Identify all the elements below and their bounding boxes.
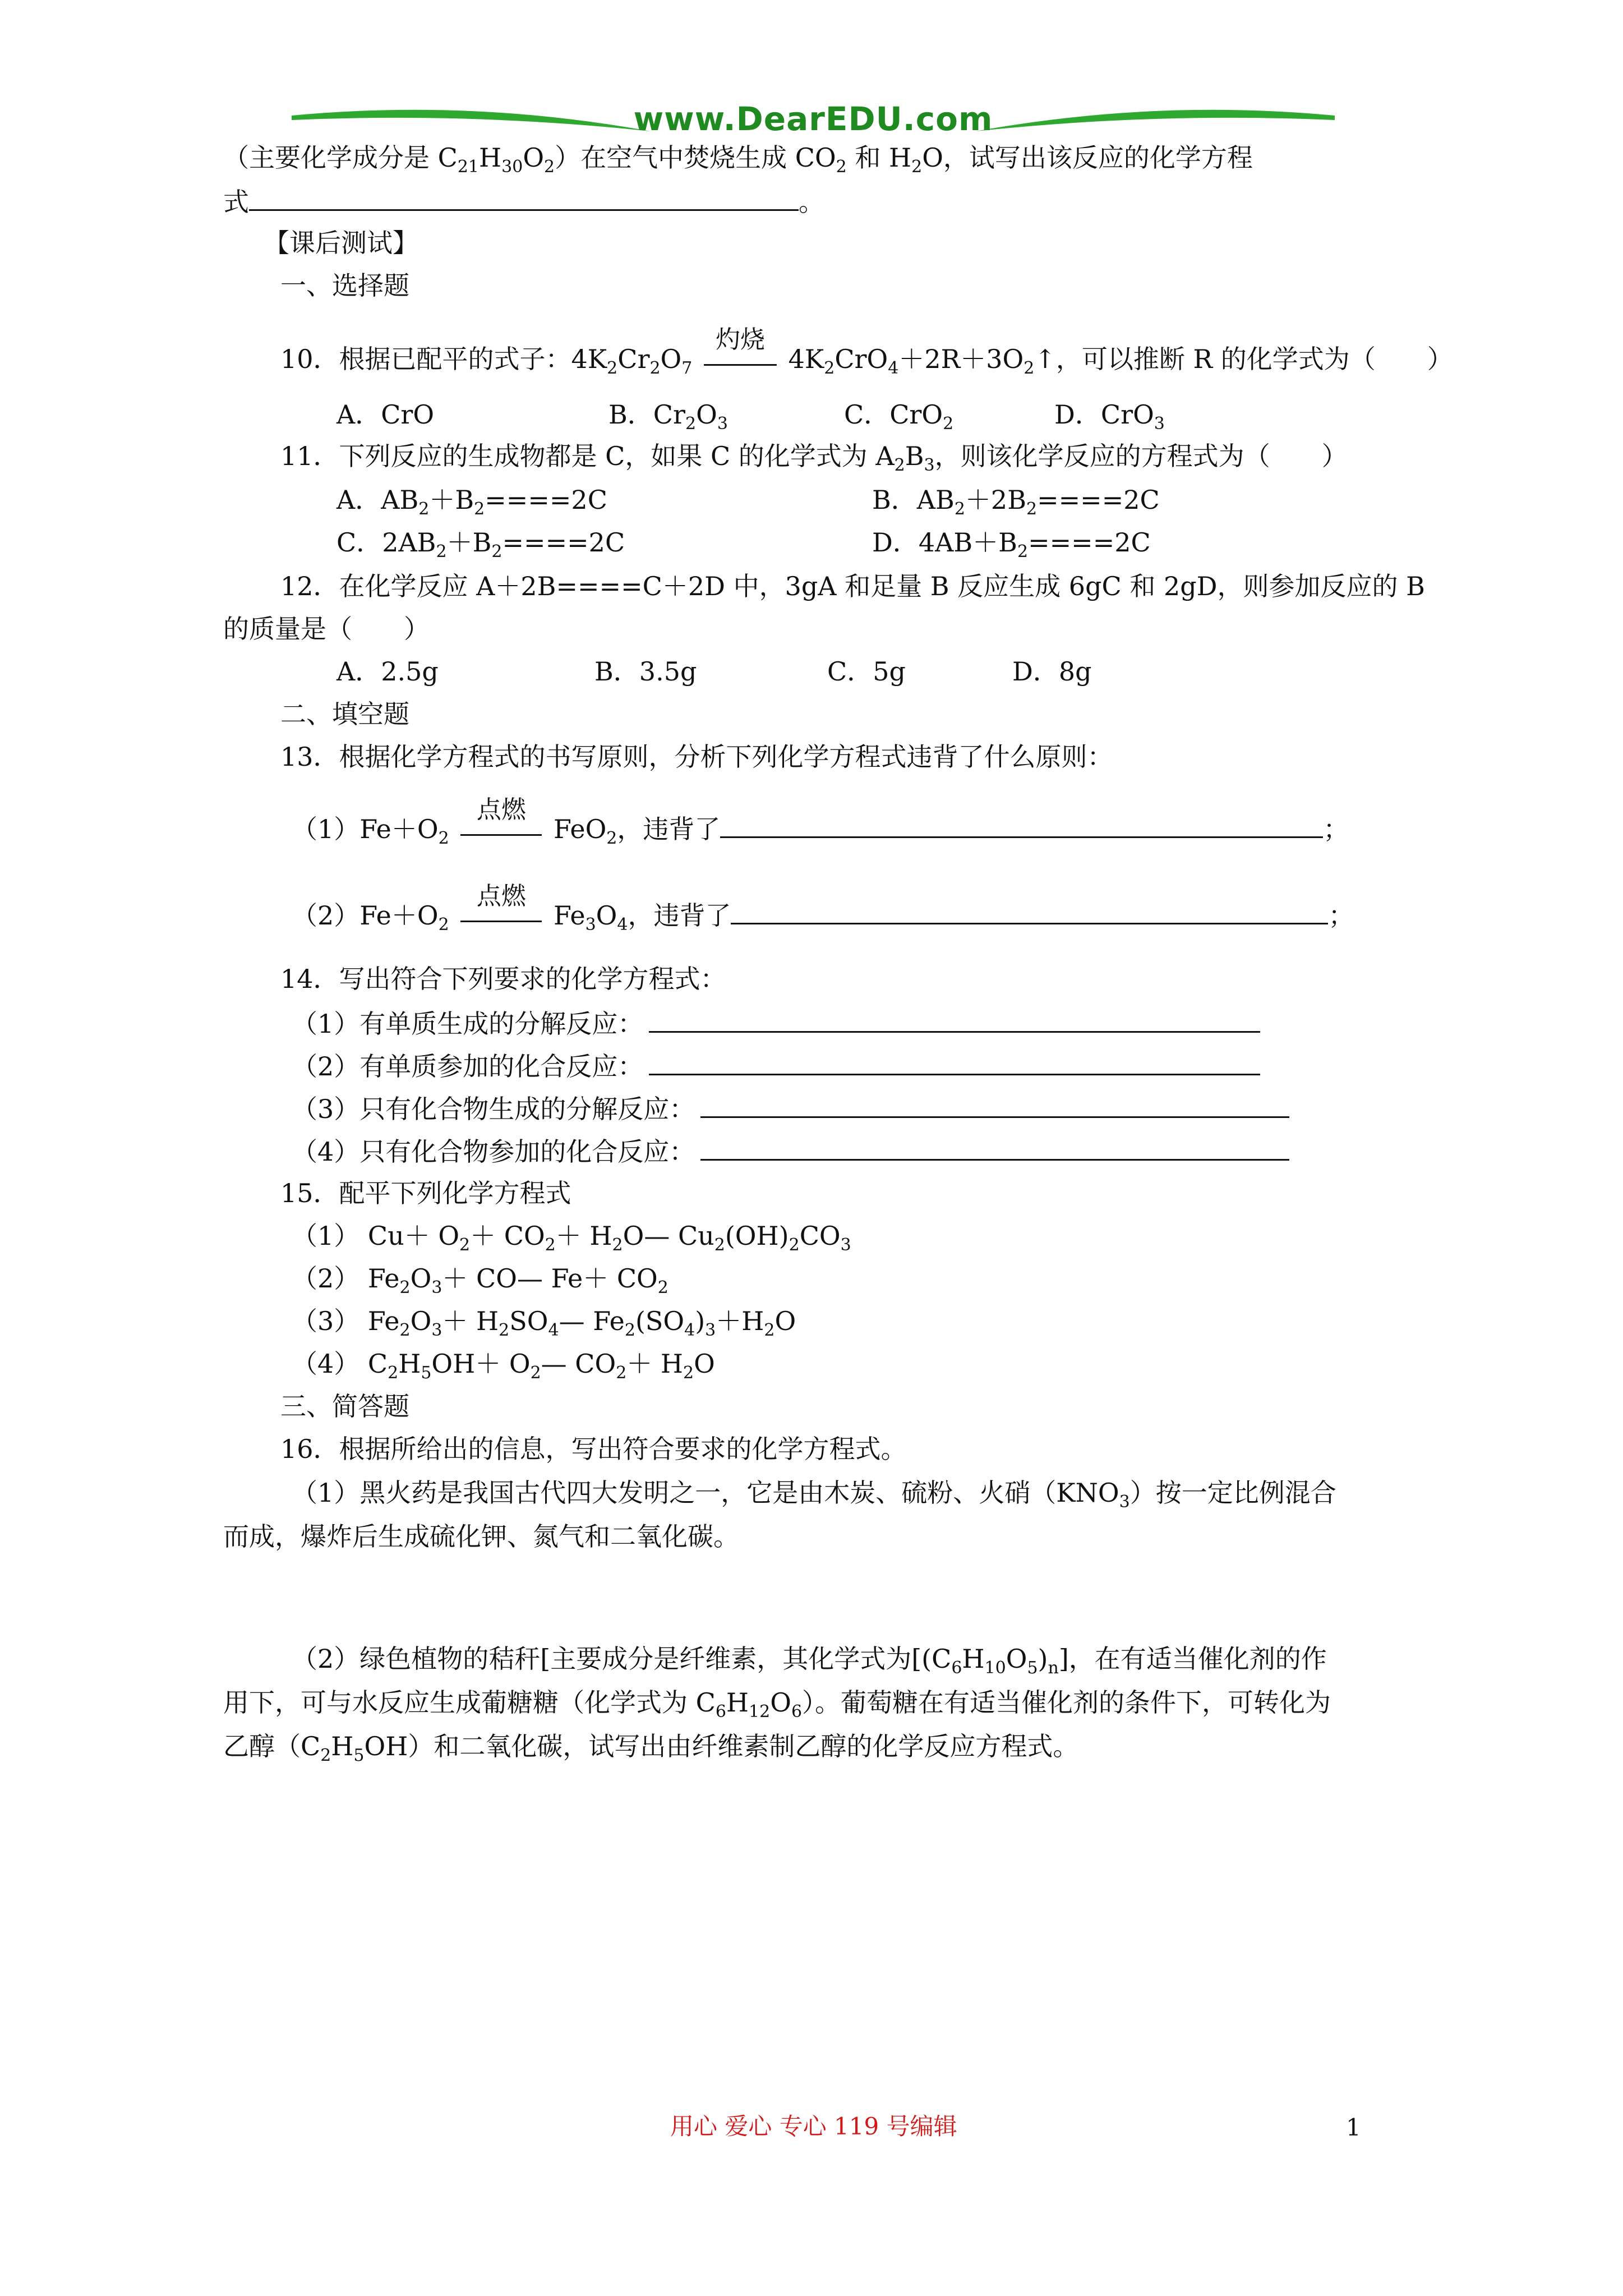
text: ；: [1328, 900, 1354, 931]
q15-equation-3: [292, 1308, 796, 1339]
subscript: 6: [951, 1658, 962, 1678]
subscript: 2: [649, 358, 661, 378]
text: 用下，可与水反应生成葡糖糖（化学式为 C: [223, 1687, 716, 1718]
text: B: [905, 441, 924, 471]
subscript: 2: [530, 1363, 541, 1383]
condition-label: 点燃: [476, 882, 526, 910]
subscript: 2: [459, 1235, 471, 1255]
subscript: 2: [418, 499, 430, 519]
q12-option-d[interactable]: D．8g: [1012, 656, 1092, 687]
text: — CO: [541, 1349, 616, 1379]
subscript: 3: [1119, 1492, 1130, 1512]
text: ＋ H: [555, 1221, 612, 1251]
subscript: 4: [548, 1320, 559, 1340]
q16-part-2-line-1: [292, 1646, 1327, 1677]
subscript: 2: [685, 414, 697, 434]
subscript: 5: [1027, 1658, 1038, 1678]
question-15: 15．配平下列化学方程式: [280, 1178, 571, 1208]
text: O: [1006, 1644, 1027, 1674]
subscript: 2: [954, 499, 965, 519]
text: ====2C: [1028, 527, 1151, 558]
q12-option-c[interactable]: C．5g: [827, 656, 906, 687]
q10-option-d[interactable]: [1054, 399, 1165, 434]
text: ＋H: [716, 1306, 764, 1336]
subscript: 2: [438, 915, 449, 935]
subscript: 12: [749, 1702, 771, 1722]
section-heading-fill: 二、填空题: [280, 699, 409, 729]
text: （1）黑火药是我国古代四大发明之一，它是由木炭、硫粉、火硝（KNO: [292, 1478, 1119, 1508]
subscript: 2: [607, 358, 618, 378]
q15-equation-4: [292, 1351, 715, 1382]
subscript: 6: [791, 1702, 803, 1722]
text: A．CrO: [336, 399, 435, 430]
text: ====2C: [502, 527, 625, 558]
text: C．2AB: [336, 527, 436, 558]
question-16: 16．根据所给出的信息，写出符合要求的化学方程式。: [280, 1434, 907, 1464]
text: ): [695, 1306, 706, 1336]
text: 4K: [780, 344, 824, 374]
text: O: [770, 1687, 791, 1718]
text: ）。葡萄糖在有适当催化剂的条件下，可转化为: [802, 1687, 1331, 1718]
text: C．CrO: [844, 399, 943, 430]
q14-item-1: [292, 1010, 1260, 1037]
text: O: [694, 1349, 715, 1379]
text: O: [774, 1306, 796, 1336]
q12-option-a[interactable]: A．2.5g: [336, 656, 439, 687]
subscript: 2: [657, 1278, 668, 1297]
subscript: 2: [943, 414, 954, 434]
q15-equation-1: [292, 1223, 851, 1254]
text: O: [523, 142, 545, 173]
subscript: 5: [421, 1363, 432, 1383]
text: （2）有单质参加的化合反应：: [292, 1051, 644, 1082]
text: （1）Fe＋O: [292, 814, 439, 844]
q11-option-b[interactable]: [872, 487, 1160, 518]
text: CrO: [834, 344, 888, 374]
subscript: 2: [474, 499, 485, 519]
q11-option-c[interactable]: [336, 527, 625, 562]
subscript: 21: [457, 157, 479, 177]
text: 10．根据已配平的式子：4K: [280, 344, 607, 374]
subscript: 2: [606, 829, 617, 848]
subscript: 3: [1154, 414, 1165, 434]
q14-item-4: [292, 1138, 1289, 1165]
text: ↑，可以推断 R 的化学式为（ ）: [1034, 344, 1453, 374]
text: H: [331, 1731, 354, 1761]
text: (OH): [725, 1221, 789, 1251]
subscript: 3: [717, 414, 728, 434]
site-logo: [292, 100, 1335, 144]
text: D．CrO: [1054, 399, 1154, 430]
text: ，违背了: [628, 900, 731, 931]
text: （1） Cu＋ O: [292, 1221, 460, 1251]
question-14: 14．写出符合下列要求的化学方程式：: [280, 964, 726, 994]
text: ）按一定比例混合: [1129, 1478, 1336, 1508]
text: （2）Fe＋O: [292, 900, 439, 931]
answer-blank[interactable]: [720, 815, 1323, 838]
text: O: [596, 900, 617, 931]
text: OH）和二氧化碳，试写出由纤维素制乙醇的化学反应方程式。: [364, 1731, 1079, 1761]
text: H: [962, 1644, 985, 1674]
q15-equation-2: [292, 1263, 668, 1297]
text: O— Cu: [623, 1221, 714, 1251]
subscript: 2: [616, 1363, 627, 1383]
subscript: 2: [1017, 542, 1029, 562]
subscript: 2: [1026, 499, 1038, 519]
text: A．AB: [336, 485, 419, 515]
answer-blank[interactable]: [700, 1138, 1289, 1161]
page-number: 1: [1346, 2114, 1361, 2141]
subscript: 6: [715, 1702, 726, 1722]
text: ）在空气中焚烧生成 CO: [555, 142, 836, 173]
q12-option-b[interactable]: B．3.5g: [594, 656, 697, 687]
text: O: [410, 1263, 432, 1294]
question-10: [280, 325, 1453, 378]
subscript: 2: [499, 1320, 510, 1340]
condition-bar: [704, 364, 777, 366]
text: （2）绿色植物的秸秆[主要成分是纤维素，其化学式为[(C: [292, 1644, 952, 1674]
question-13: 13．根据化学方程式的书写原则，分析下列化学方程式违背了什么原则：: [280, 742, 1113, 772]
q16-part-1-line-1: [292, 1480, 1336, 1511]
subscript: 4: [617, 915, 628, 935]
subscript: 2: [491, 542, 502, 562]
subscript: 30: [501, 157, 523, 177]
q10-option-a[interactable]: [336, 399, 435, 430]
subscript: n: [1048, 1658, 1059, 1678]
q16-part-2-line-3: [223, 1733, 1078, 1764]
subscript: 3: [840, 1235, 851, 1255]
subscript: 2: [399, 1278, 411, 1297]
q16-part-1-line-2: 而成，爆炸后生成硫化钾、氮气和二氧化碳。: [223, 1521, 739, 1552]
subscript: 2: [911, 157, 923, 177]
subscript: 2: [545, 1235, 556, 1255]
text: ；: [1323, 814, 1349, 844]
text: O: [696, 399, 717, 430]
text: （1）有单质生成的分解反应：: [292, 1009, 644, 1039]
text: O，试写出该反应的化学方程: [922, 142, 1253, 173]
question-12-line-1: 12．在化学反应 A＋2B====C＋2D 中，3gA 和足量 B 反应生成 6gC 和 2gD，则参加反应的 B: [280, 571, 1425, 601]
text: — Fe: [559, 1306, 625, 1336]
answer-blank[interactable]: [249, 188, 799, 211]
q16-part-2-line-2: [223, 1687, 1331, 1722]
text: 。: [799, 187, 824, 217]
section-heading-test: 【课后测试】: [264, 228, 418, 258]
subscript: 2: [683, 1363, 694, 1383]
text: B．AB: [872, 485, 955, 515]
section-heading-short-answer: 三、简答题: [280, 1391, 409, 1421]
subscript: 4: [684, 1320, 695, 1340]
footer-text: 用心 爱心 专心 119 号编辑: [670, 2113, 957, 2140]
text: （4） C: [292, 1349, 388, 1379]
answer-blank[interactable]: [649, 1052, 1260, 1075]
text: ＋2B: [965, 485, 1026, 515]
text: （2） Fe: [292, 1263, 400, 1294]
section-heading-choice: 一、选择题: [280, 270, 409, 301]
intro-line-1: [223, 142, 1253, 177]
text: B．Cr: [608, 399, 685, 430]
text: OH＋ O: [431, 1349, 531, 1379]
subscript: 2: [320, 1746, 331, 1765]
text: ]，在有适当催化剂的作: [1058, 1644, 1327, 1674]
text: ＋B: [429, 485, 474, 515]
subscript: 2: [789, 1235, 800, 1255]
q10-option-c[interactable]: [844, 399, 954, 434]
text: ，违背了: [617, 814, 721, 844]
intro-line-2: [223, 188, 824, 215]
text: ＋ H: [626, 1349, 684, 1379]
question-11: [280, 443, 1348, 474]
text: 乙醇（C: [223, 1731, 321, 1761]
subscript: 2: [544, 157, 555, 177]
text: 11．下列反应的生成物都是 C，如果 C 的化学式为 A: [280, 441, 895, 471]
text: （主要化学成分是 C: [223, 142, 458, 173]
text: O: [660, 344, 682, 374]
q13-part-1: [292, 795, 1349, 848]
reaction-condition: [460, 882, 542, 924]
text: ＋ CO: [470, 1221, 545, 1251]
subscript: 2: [436, 542, 447, 562]
text: 和 H: [846, 142, 912, 173]
text: ====2C: [1037, 485, 1160, 515]
subscript: 5: [353, 1746, 365, 1765]
text: H: [726, 1687, 749, 1718]
q14-item-2: [292, 1051, 1260, 1082]
subscript: 2: [1023, 358, 1035, 378]
text: (SO: [635, 1306, 685, 1336]
subscript: 3: [705, 1320, 716, 1340]
text: ＋B: [446, 527, 492, 558]
logo-text: www.DearEDU.com: [633, 100, 993, 138]
text: ): [1038, 1644, 1048, 1674]
text: ＋ CO— Fe＋ CO: [442, 1263, 658, 1294]
answer-blank[interactable]: [649, 1010, 1260, 1033]
text: ＋2R＋3O: [898, 344, 1024, 374]
subscript: 7: [681, 358, 693, 378]
subscript: 2: [612, 1235, 623, 1255]
subscript: 2: [824, 358, 835, 378]
subscript: 2: [399, 1320, 411, 1340]
text: （3）只有化合物生成的分解反应：: [292, 1094, 695, 1124]
answer-blank[interactable]: [731, 901, 1328, 924]
subscript: 4: [888, 358, 899, 378]
subscript: 10: [984, 1658, 1006, 1678]
text: ====2C: [485, 485, 607, 515]
subscript: 2: [438, 829, 449, 848]
q14-item-3: [292, 1095, 1289, 1122]
text: Fe: [545, 900, 585, 931]
subscript: 3: [585, 915, 596, 935]
text: （3） Fe: [292, 1306, 400, 1336]
reaction-condition: [460, 795, 542, 838]
condition-label: 点燃: [476, 795, 526, 824]
text: D．4AB＋B: [872, 527, 1017, 558]
text: H: [398, 1349, 421, 1379]
text: 式: [223, 187, 249, 217]
subscript: 3: [431, 1320, 442, 1340]
reaction-condition: [704, 325, 777, 368]
q11-option-d[interactable]: [872, 527, 1151, 562]
subscript: 3: [924, 455, 935, 475]
subscript: 2: [894, 455, 905, 475]
text: O: [410, 1306, 432, 1336]
text: FeO: [545, 814, 607, 844]
subscript: 2: [624, 1320, 635, 1340]
subscript: 2: [388, 1363, 399, 1383]
question-12-line-2: 的质量是（ ）: [223, 614, 430, 644]
q13-part-2: [292, 882, 1354, 935]
subscript: 2: [764, 1320, 775, 1340]
condition-bar: [460, 834, 542, 836]
subscript: 3: [431, 1278, 442, 1297]
text: CO: [799, 1221, 841, 1251]
subscript: 2: [714, 1235, 725, 1255]
q11-option-a[interactable]: [336, 487, 607, 518]
text: Cr: [617, 344, 650, 374]
condition-label: 灼烧: [715, 325, 765, 354]
condition-bar: [460, 921, 542, 922]
q10-option-b[interactable]: [608, 399, 728, 434]
answer-blank[interactable]: [700, 1095, 1289, 1118]
text: H: [479, 142, 502, 173]
text: SO: [509, 1306, 548, 1336]
subscript: 2: [836, 157, 847, 177]
text: ＋ H: [442, 1306, 499, 1336]
text: （4）只有化合物参加的化合反应：: [292, 1137, 695, 1167]
text: ，则该化学反应的方程式为（ ）: [934, 441, 1348, 471]
